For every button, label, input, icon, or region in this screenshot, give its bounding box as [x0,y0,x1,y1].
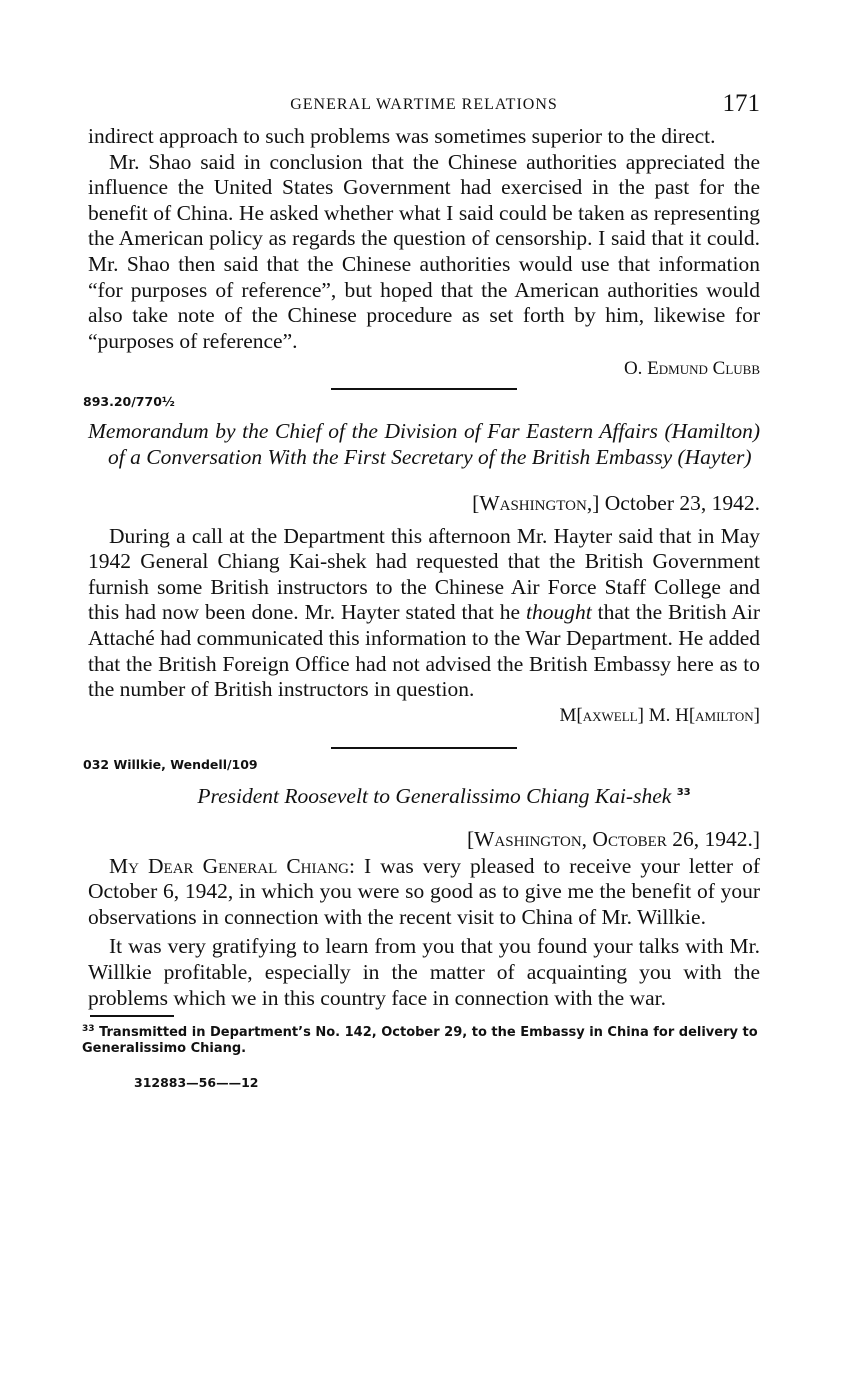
title-text: President Roosevelt to Generalissimo Chiang Kai-shek [197,783,672,808]
signature: O. Edmund Clubb [623,358,760,380]
salutation: My Dear General Chiang: [109,853,355,878]
text-run: During a call at the Department this afternoon Mr. Hayter said that in May 1942 General Chiang Kai-shek had requested that the British Government furnish some British instructors to the Chinese Air Force Staff College and this had now been done. Mr. Hayter stated that he [88,523,760,625]
document-title: Memorandum by the Chief of the Division of Far Eastern Affairs (Hamilton) of a Conversation With the First Secretary of the British Embassy (Hayter) [88,419,760,469]
running-title: GENERAL WARTIME RELATIONS [290,96,558,113]
dateline [88,491,760,516]
paragraph: indirect approach to such problems was sometimes superior to the direct. [88,124,716,148]
sig-part: ] [753,704,760,726]
emphasis: thought [526,600,592,625]
footnote [82,1021,760,1057]
sig-part: M[ [559,704,583,726]
footnote-text: Transmitted in Department’s No. 142, October 29, to the Embassy in China for delivery to Generalissimo Chiang. [82,1025,758,1057]
paragraph [88,524,760,703]
sig-part: amilton [695,704,754,726]
dateline-place: [Washington,] [472,490,600,515]
document-title [88,784,760,809]
footnote-reference: 33 [676,786,691,798]
page-number: 171 [722,90,760,117]
sig-part: axwell [582,704,638,726]
running-head [88,90,760,124]
file-number: 893.20/770½ [83,394,175,410]
page [82,90,761,1091]
paragraph: Mr. Shao said in conclusion that the Chinese authorities appreciated the influence the United States Government had exercised in the past for the benefit of China. He asked whether what I said could be taken as representing the American policy as regards the question of censorship. I said that it could. Mr. Shao then said that the Chinese authorities would use that information “for purposes of reference”, but hoped that the American authorities would also take note of the Chinese procedure as set forth by him, likewise for “purposes of reference”. [88,149,760,353]
dateline-date: October 23, 1942. [604,490,760,515]
sig-part: ] M. H[ [637,704,696,726]
text-run: that the British Air Attaché had communicated this information to the War Department. He added that the British Foreign Office had not advised the British Embassy here as to the number of British instructors in question. [88,600,761,702]
paragraph [88,854,760,931]
printer-code: 312883—56——12 [134,1075,259,1091]
dateline: [Washington, October 26, 1942.] [466,826,760,851]
signature [88,705,760,727]
footnote-mark: 33 [82,1024,95,1035]
text-run: I was very pleased to receive your letter of October 6, 1942, in which you were so good as to give me the benefit of your observations in connection with the recent visit to China of Mr. Willkie. [88,853,760,929]
file-number: 032 Willkie, Wendell/109 [83,756,258,772]
paragraph: It was very gratifying to learn from you that you found your talks with Mr. Willkie profitable, especially in the matter of acquainting you with the problems which we in this country face in connection with the war. [88,934,760,1010]
